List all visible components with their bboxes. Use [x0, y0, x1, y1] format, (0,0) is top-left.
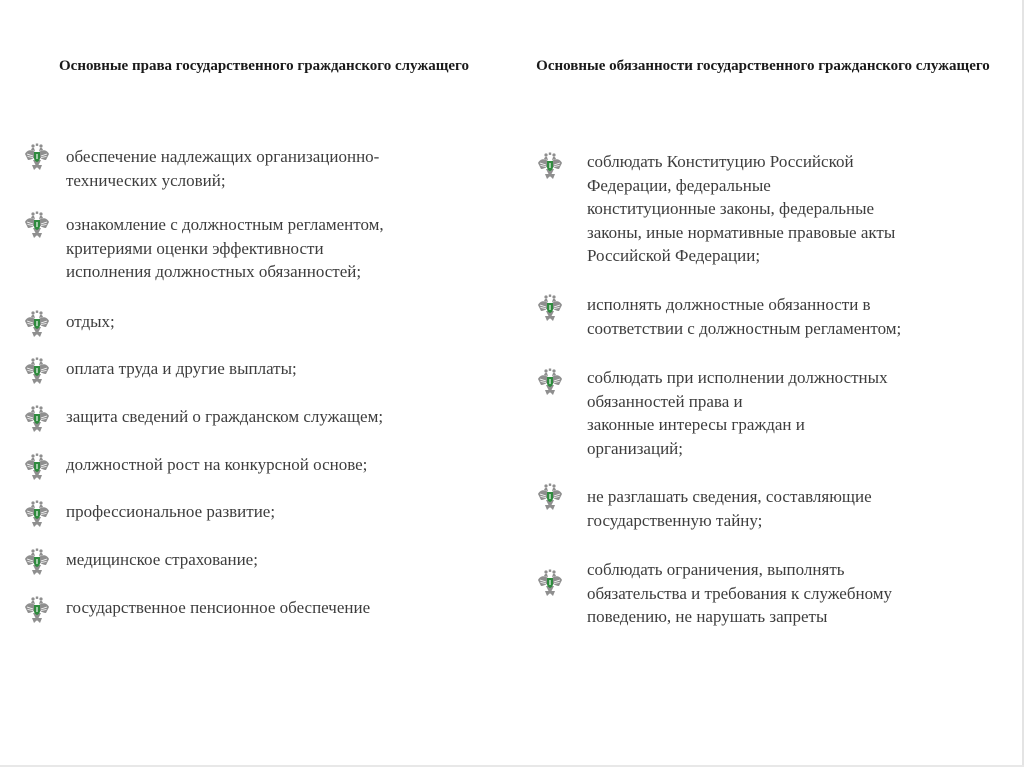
duties-item-text: соблюдать Конституцию Российской Федерации, федеральные конституционные законы, федеральные законы, иные нормативные правовые акты Российской Федерации; [587, 152, 896, 265]
rights-item-text: отдых; [66, 312, 115, 331]
emblem-icon [24, 357, 50, 390]
rights-item-text: ознакомление с должностным регламентом, критериями оценки эффективности исполнения должностных обязанностей; [66, 215, 384, 281]
emblem-icon [537, 152, 563, 185]
emblem-icon [537, 368, 563, 401]
rights-title: Основные права государственного гражданского служащего [59, 58, 469, 74]
rights-item-text: оплата труда и другие выплаты; [66, 359, 297, 378]
emblem-icon [537, 294, 563, 327]
emblem-icon [24, 453, 50, 486]
rights-item-text: профессиональное развитие; [66, 502, 276, 521]
duties-item-text: не разглашать сведения, составляющие государственную тайну; [587, 487, 872, 530]
rights-item-text: обеспечение надлежащих организационно- технических условий; [66, 147, 380, 190]
duties-item-text: исполнять должностные обязанности в соответствии с должностным регламентом; [587, 295, 902, 338]
rights-item-text: защита сведений о гражданском служащем; [66, 407, 384, 426]
emblem-icon [24, 211, 50, 244]
rights-item-text: государственное пенсионное обеспечение [66, 598, 371, 617]
emblem-icon [24, 500, 50, 533]
emblem-icon [24, 143, 50, 176]
emblem-icon [24, 548, 50, 581]
duties-item-text: соблюдать при исполнении должностных обязанностей права и законные интересы граждан и организаций; [587, 368, 888, 458]
rights-item-text: медицинское страхование; [66, 550, 258, 569]
rights-item-text: должностной рост на конкурсной основе; [66, 455, 368, 474]
duties-title: Основные обязанности государственного гражданского служащего [536, 58, 990, 74]
emblem-icon [24, 596, 50, 629]
emblem-icon [537, 483, 563, 516]
emblem-icon [537, 569, 563, 602]
emblem-icon [24, 405, 50, 438]
emblem-icon [24, 310, 50, 343]
duties-item-text: соблюдать ограничения, выполнять обязательства и требования к служебному поведению, не нарушать запреты [587, 560, 893, 626]
